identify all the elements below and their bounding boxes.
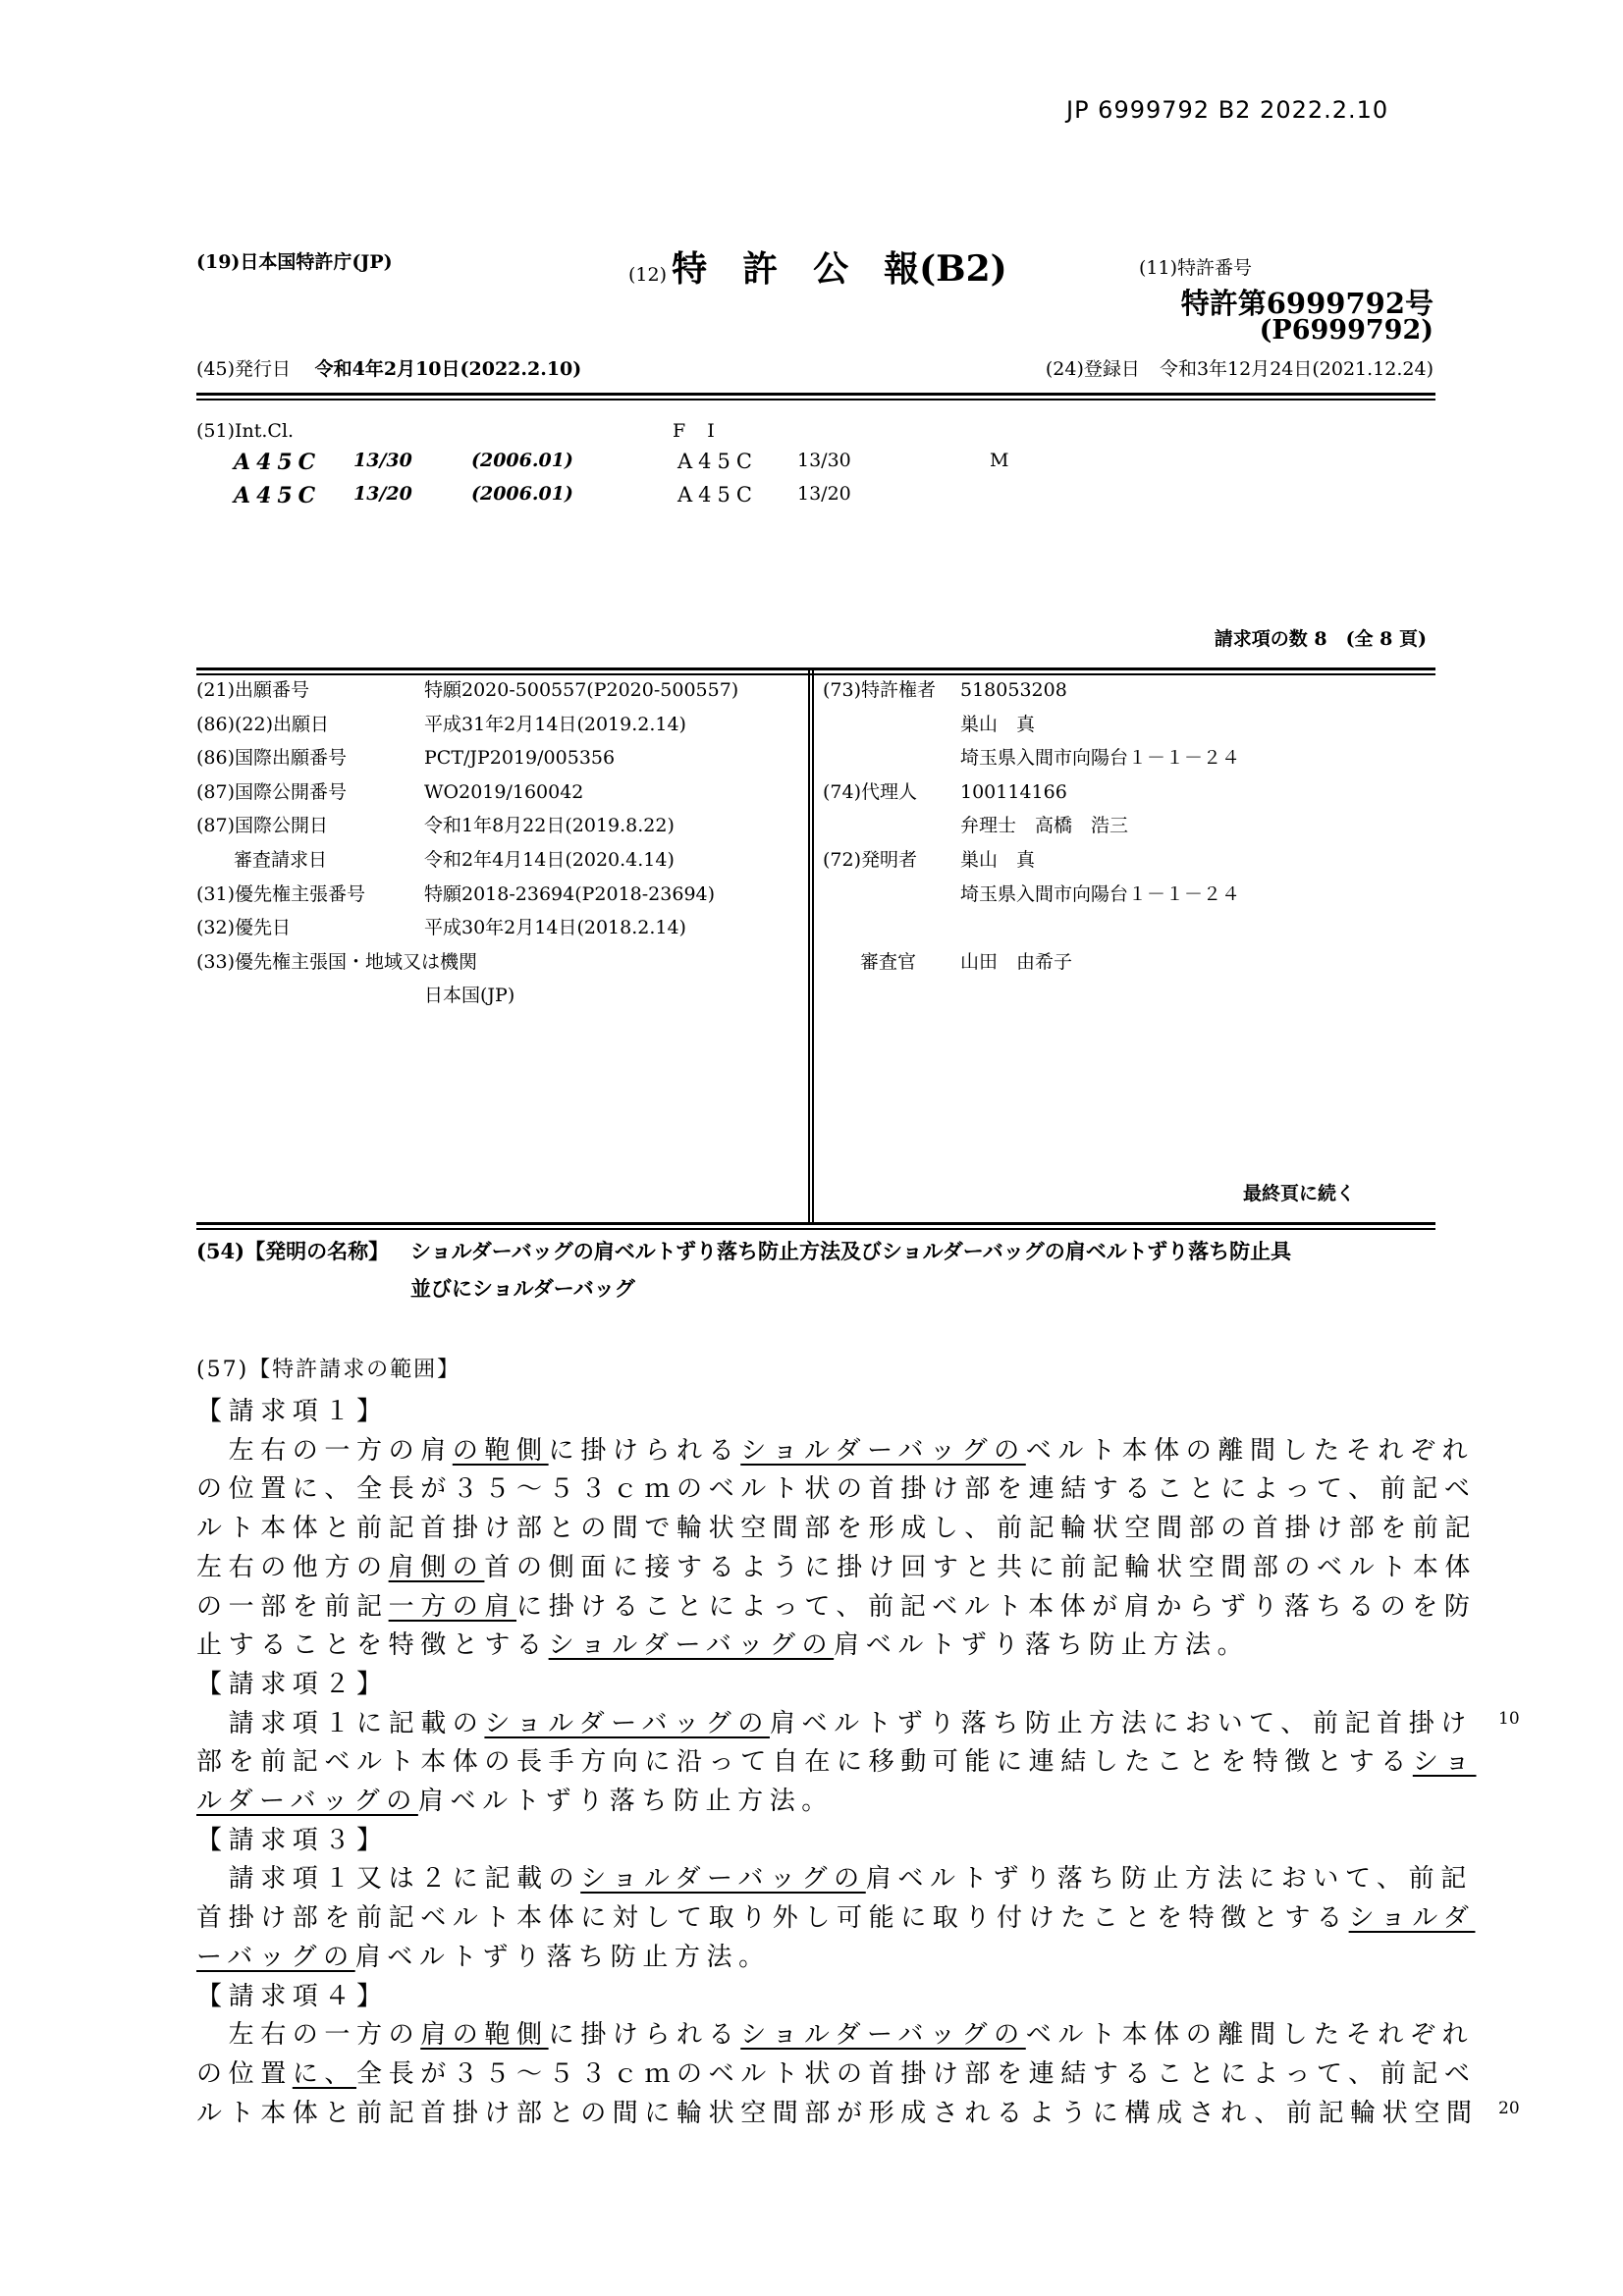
bibliography-label: (31)優先権主張番号 — [196, 882, 366, 905]
claim-text-line — [196, 2093, 1479, 2129]
bibliography-row — [823, 673, 1432, 708]
text-segment: 左右の一方の — [196, 2020, 421, 2051]
intcl-group: 13/30 — [353, 450, 412, 471]
intcl-label: (51)Int.Cl. — [196, 420, 295, 442]
patent-number-alt: (P6999792) — [1259, 315, 1434, 346]
claim-heading — [196, 1664, 389, 1700]
bibliography-value: PCT/JP2019/005356 — [424, 747, 616, 770]
bibliography-row — [196, 843, 805, 878]
bibliography-value: 令和1年8月22日(2019.8.22) — [424, 815, 675, 837]
issue-date-label: (45)発行日 — [196, 358, 292, 380]
claim-text-line — [196, 1858, 1473, 1895]
bibliography-left — [196, 673, 805, 1013]
text-segment: の位置 — [196, 2058, 293, 2089]
bibliography-value: 特願2018-23694(P2018-23694) — [424, 882, 716, 905]
text-segment: 請求項１に記載の — [196, 1708, 485, 1738]
patent-number: 特許第6999792号 — [1180, 287, 1434, 320]
claim-text-line — [196, 1547, 1477, 1583]
text-segment: 肩ベルトずり落ち防止方法において、前記 — [865, 1864, 1473, 1895]
line-number: 20 — [1498, 2098, 1520, 2118]
underlined-amendment: ショルダーバッグの — [484, 1708, 770, 1738]
bibliography-row — [196, 911, 805, 945]
underlined-amendment: 肩の鞄側 — [420, 2020, 549, 2051]
fi-label: F I — [673, 420, 723, 442]
bibliography-bottom-divider — [196, 1222, 1435, 1230]
text-segment: 止することを特徴とする — [196, 1630, 549, 1661]
bibliography-row — [196, 945, 805, 980]
issue-date-row — [196, 354, 581, 381]
bibliography-row — [196, 741, 805, 775]
bibliography-value: 令和2年4月14日(2020.4.14) — [424, 848, 675, 871]
claim-text-line — [196, 2054, 1477, 2090]
claim-text-line — [196, 1897, 1475, 1934]
underlined-amendment: ショルダーバッグの — [740, 1435, 1026, 1466]
publication-kind-title: 特 許 公 報(B2) — [672, 248, 1007, 290]
bibliography-value: 山田 由希子 — [960, 950, 1073, 973]
underlined-amendment: 肩側の — [388, 1552, 485, 1582]
continued-note: 最終頁に続く — [1243, 1183, 1356, 1204]
bibliography-label: (73)特許権者 — [823, 679, 937, 701]
bibliography-value: 518053208 — [960, 679, 1067, 701]
classification-row — [234, 450, 1314, 477]
underlined-amendment: 一方の肩 — [388, 1591, 517, 1622]
classification-row — [234, 483, 1314, 510]
underlined-amendment: に、 — [292, 2058, 357, 2089]
bibliography-label: (86)国際出願番号 — [196, 747, 348, 770]
fi-group: 13/20 — [797, 483, 851, 505]
bibliography-row — [196, 708, 805, 742]
text-segment: 肩ベルトずり落ち防止方法において、前記首掛け — [769, 1708, 1473, 1738]
bibliography-row — [196, 878, 805, 912]
text-segment: 肩ベルトずり落ち防止方法。 — [354, 1942, 771, 1972]
bibliography-label — [823, 878, 960, 912]
text-segment: 左右の一方の肩 — [196, 1435, 453, 1466]
claim-heading — [196, 1976, 389, 2012]
bibliography-label: 審査官 — [823, 950, 917, 973]
claim-text-line — [196, 2014, 1474, 2051]
text-segment: 請求項１又は２に記載の — [196, 1864, 581, 1895]
bibliography-label: (86)(22)出願日 — [196, 713, 330, 735]
intcl-class: A45C — [234, 483, 322, 508]
bibliography-value: 特願2020-500557(P2020-500557) — [424, 679, 739, 701]
claims-heading: (57)【特許請求の範囲】 — [196, 1358, 461, 1382]
claim-heading — [196, 1391, 389, 1427]
text-segment: 【請求項１】 — [196, 1397, 389, 1426]
bibliography-value: 100114166 — [960, 780, 1067, 803]
fi-class: A45C — [677, 483, 758, 507]
publication-kind — [628, 241, 1007, 292]
claim-text-line — [196, 1781, 834, 1817]
text-segment: 左右の他方の — [196, 1552, 389, 1582]
claims-count: 請求項の数 8 (全 8 頁) — [1214, 628, 1427, 650]
text-segment: 部を前記ベルト本体の長手方向に沿って自在に移動可能に連結したことを特徴とする — [196, 1747, 1413, 1778]
text-segment: に掛けられる — [548, 2020, 741, 2051]
text-segment: ベルト本体の離間したそれぞれ — [1025, 2020, 1475, 2051]
fi-class: A45C — [677, 450, 758, 473]
text-segment: に掛けることによって、前記ベルト本体が肩からずり落ちるのを防 — [516, 1591, 1477, 1622]
underlined-amendment: ショルダーバッグの — [740, 2020, 1026, 2051]
text-segment: 【請求項４】 — [196, 1981, 389, 2011]
line-number: 10 — [1498, 1708, 1520, 1729]
issue-date: 令和4年2月10日(2022.2.10) — [314, 358, 582, 380]
publication-kind-prefix: (12) — [628, 264, 668, 286]
claim-heading — [196, 1820, 389, 1856]
bibliography-label — [196, 979, 424, 1013]
bibliography-row — [823, 741, 1432, 775]
claim-text-line — [196, 1703, 1473, 1739]
bibliography-row — [823, 878, 1432, 912]
registration-date-label: (24)登録日 — [1045, 358, 1140, 380]
claim-text-line — [196, 1508, 1477, 1544]
registration-date: 令和3年12月24日(2021.12.24) — [1159, 358, 1434, 380]
underlined-amendment: の鞄側 — [452, 1435, 549, 1466]
bibliography-label: (87)国際公開番号 — [196, 780, 348, 803]
text-segment: 全長が３５～５３ｃｍのベルト状の首掛け部を連結することによって、前記ベ — [356, 2058, 1477, 2089]
bibliography-row — [823, 809, 1432, 843]
bibliography-label: (32)優先日 — [196, 917, 292, 939]
bibliography-value: 平成30年2月14日(2018.2.14) — [424, 917, 686, 939]
fi-group: 13/30 — [797, 450, 851, 471]
bibliography-row — [196, 809, 805, 843]
bibliography-row — [196, 979, 805, 1013]
issuing-office: (19)日本国特許庁(JP) — [196, 251, 393, 273]
bibliography-label: (74)代理人 — [823, 780, 918, 803]
claim-text-line — [196, 1468, 1476, 1505]
claim-text-line — [196, 1741, 1477, 1778]
underlined-amendment: ショルダ — [1348, 1903, 1476, 1934]
bibliography-value: 弁理士 高橋 浩三 — [960, 815, 1129, 837]
invention-title-line2: 並びにショルダーバッグ — [410, 1276, 635, 1301]
underlined-amendment: ショルダーバッグの — [548, 1630, 835, 1661]
text-segment: の一部を前記 — [196, 1591, 389, 1622]
text-segment: ルト本体と前記首掛け部との間に輪状空間部が形成されるように構成され、前記輪状空間 — [196, 2098, 1479, 2128]
bibliography-value: 埼玉県入間市向陽台１－１－２４ — [960, 882, 1241, 905]
text-segment: の位置に、全長が３５～５３ｃｍのベルト状の首掛け部を連結することによって、前記ベ — [196, 1474, 1477, 1505]
claim-text-line — [196, 1937, 771, 1973]
bibliography-label — [823, 809, 960, 843]
text-segment: ベルト本体の離間したそれぞれ — [1025, 1435, 1475, 1466]
bibliography-right — [823, 673, 1432, 979]
claim-text-line — [196, 1625, 1249, 1661]
underlined-amendment: ショ — [1412, 1747, 1477, 1778]
bibliography-label: (21)出願番号 — [196, 679, 310, 701]
patent-number-label: (11)特許番号 — [1139, 257, 1253, 279]
registration-date-row — [1046, 354, 1434, 381]
invention-title-line1: ショルダーバッグの肩ベルトずり落ち防止方法及びショルダーバッグの肩ベルトずり落ち防止具 — [410, 1239, 1292, 1263]
bibliography-row — [823, 843, 1432, 878]
intcl-version: (2006.01) — [471, 450, 573, 471]
underlined-amendment: ショルダーバッグの — [580, 1864, 866, 1895]
bibliography-label — [823, 911, 960, 945]
underlined-amendment: ーバッグの — [196, 1942, 355, 1972]
bibliography-value: 巣山 真 — [960, 848, 1036, 871]
bibliography-label — [823, 708, 960, 742]
bibliography-label: (87)国際公開日 — [196, 815, 329, 837]
intcl-class: A45C — [234, 450, 322, 475]
text-segment: 首の側面に接するように掛け回すと共に前記輪状空間部のベルト本体 — [484, 1552, 1478, 1582]
bibliography-label: 審査請求日 — [196, 848, 328, 871]
intcl-group: 13/20 — [353, 483, 412, 505]
invention-title-label: (54)【発明の名称】 — [196, 1239, 390, 1263]
bibliography-row — [196, 673, 805, 708]
text-segment: ルト本体と前記首掛け部との間で輪状空間部を形成し、前記輪状空間部の首掛け部を前記 — [196, 1514, 1478, 1544]
claim-text-line — [196, 1430, 1474, 1467]
bibliography-row — [823, 775, 1432, 810]
bibliography-row — [196, 775, 805, 810]
header-divider — [196, 393, 1435, 400]
underlined-amendment: ルダーバッグの — [196, 1787, 418, 1816]
bibliography-value: WO2019/160042 — [424, 780, 584, 803]
bibliography-label — [823, 741, 960, 775]
bibliography-row — [823, 911, 1432, 945]
fi-suffix: M — [990, 450, 1009, 471]
bibliography-value: 巣山 真 — [960, 713, 1036, 735]
text-segment: 【請求項３】 — [196, 1825, 389, 1855]
bibliography-value: 埼玉県入間市向陽台１－１－２４ — [960, 747, 1241, 770]
bibliography-row — [823, 708, 1432, 742]
bibliography-row — [823, 945, 1432, 980]
text-segment: 首掛け部を前記ベルト本体に対して取り外し可能に取り付けたことを特徴とする — [196, 1903, 1349, 1934]
text-segment: 肩ベルトずり落ち防止方法。 — [834, 1630, 1250, 1661]
text-segment: 【請求項２】 — [196, 1669, 389, 1699]
bibliography-value: 日本国(JP) — [424, 985, 515, 1007]
text-segment: 肩ベルトずり落ち防止方法。 — [417, 1787, 834, 1816]
bibliography-value: 平成31年2月14日(2019.2.14) — [424, 713, 686, 735]
claim-text-line — [196, 1586, 1477, 1623]
text-segment: に掛けられる — [548, 1435, 741, 1466]
running-header: JP 6999792 B2 2022.2.10 — [1066, 96, 1389, 124]
intcl-version: (2006.01) — [471, 483, 573, 505]
bibliography-label: (72)発明者 — [823, 848, 918, 871]
bibliography-column-divider — [808, 667, 814, 1225]
bibliography-label: (33)優先権主張国・地域又は機関 — [196, 950, 478, 973]
